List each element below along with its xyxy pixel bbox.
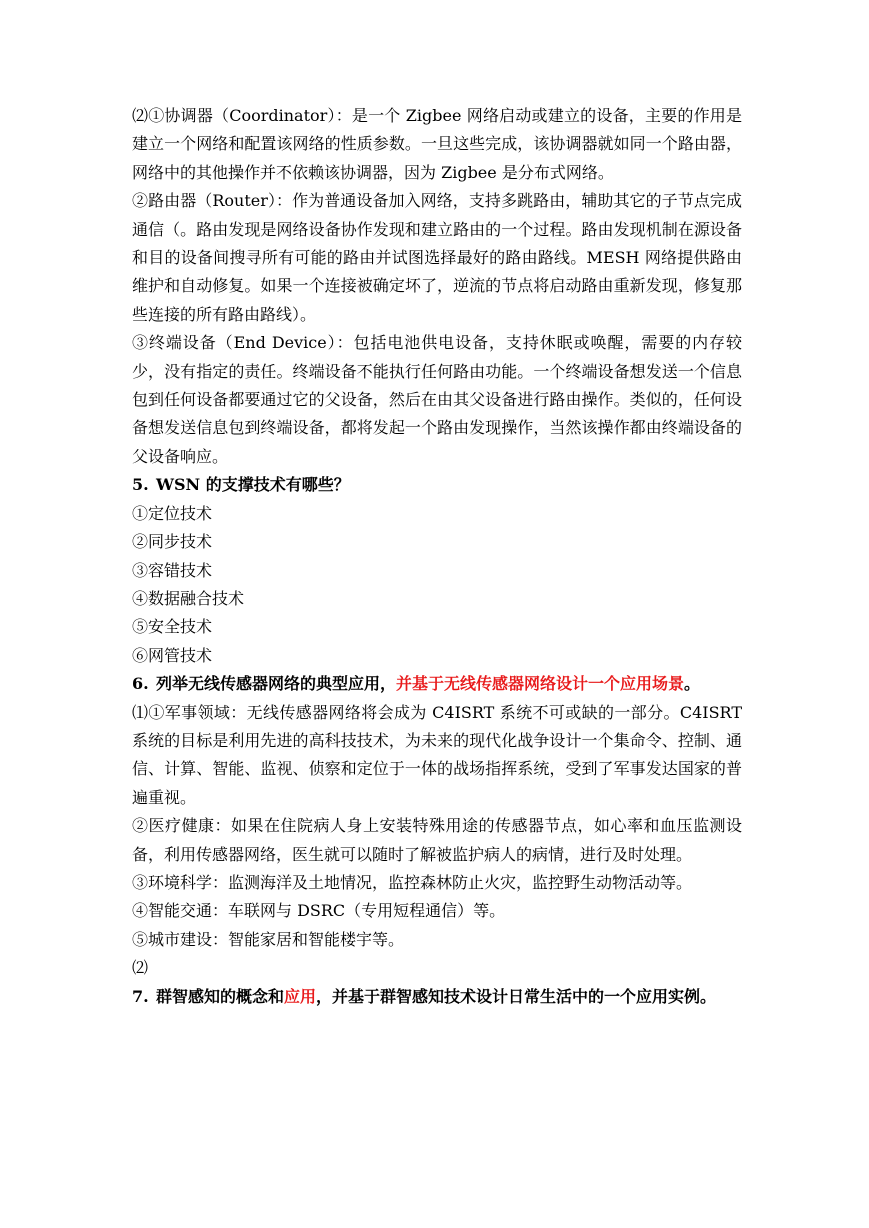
- city-paragraph: ⑤城市建设：智能家居和智能楼宇等。: [132, 929, 405, 949]
- document-body: [132, 102, 742, 1011]
- coordinator-paragraph: ⑵①协调器（Coordinator）：是一个 Zigbee 网络启动或建立的设备，主要的作用是建立一个网络和配置该网络的性质参数。一旦这些完成，该协调器就如同一个路由器，网络中的其他操作并不依赖该协调器，因为 Zigbee 是分布式网络。: [132, 106, 742, 182]
- medical-paragraph: ②医疗健康：如果在住院病人身上安装特殊用途的传感器节点，如心率和血压监测设备，利用传感器网络，医生就可以随时了解被监护病人的病情，进行及时处理。: [132, 816, 742, 864]
- question-7-title-red: 应用: [284, 986, 317, 1006]
- question-7-title-b: ，并基于群智感知技术设计日常生活中的一个应用实例。: [316, 986, 717, 1006]
- question-6-title-end: 。: [684, 674, 701, 694]
- list-item: ③容错技术: [132, 560, 213, 580]
- list-item: ⑥网管技术: [132, 645, 213, 665]
- part-2-marker: ⑵: [132, 958, 149, 978]
- question-5-heading: [132, 471, 742, 499]
- end-device-paragraph: ③终端设备（End Device）：包括电池供电设备，支持休眠或唤醒，需要的内存较少，没有指定的责任。终端设备不能执行任何路由功能。一个终端设备想发送一个信息包到任何设备都要通过它的父设备，然后在由其父设备进行路由操作。类似的，任何设备想发送信息包到终端设备，都将发起一个路由发现操作，当然该操作都由终端设备的父设备响应。: [132, 333, 742, 466]
- list-item: ②同步技术: [132, 532, 213, 552]
- list-item: ⑤安全技术: [132, 617, 213, 637]
- question-5-title: WSN 的支撑技术有哪些？: [156, 475, 350, 495]
- question-6-title-black: 列举无线传感器网络的典型应用，: [156, 674, 397, 694]
- question-6-title-red: 并基于无线传感器网络设计一个应用场景: [396, 674, 685, 694]
- list-item: ④数据融合技术: [132, 588, 245, 608]
- question-7-number: 7.: [132, 986, 149, 1006]
- list-item: ①定位技术: [132, 503, 213, 523]
- environment-paragraph: ③环境科学：监测海洋及土地情况，监控森林防止火灾，监控野生动物活动等。: [132, 872, 693, 892]
- question-5-number: 5.: [132, 475, 149, 495]
- question-7-title-a: 群智感知的概念和: [156, 986, 285, 1006]
- traffic-paragraph: ④智能交通：车联网与 DSRC（专用短程通信）等。: [132, 901, 506, 921]
- question-7-heading: [132, 983, 742, 1011]
- military-paragraph: ⑴①军事领域：无线传感器网络将会成为 C4ISRT 系统不可或缺的一部分。C4ISRT 系统的目标是利用先进的高科技技术，为未来的现代化战争设计一个集命令、控制、通信、计算、智能、监视、侦察和定位于一体的战场指挥系统，受到了军事发达国家的普遍重视。: [132, 702, 742, 807]
- question-6-number: 6.: [132, 674, 149, 694]
- question-6-heading: [132, 670, 742, 698]
- router-paragraph: ②路由器（Router）：作为普通设备加入网络，支持多跳路由，辅助其它的子节点完成通信（。路由发现是网络设备协作发现和建立路由的一个过程。路由发现机制在源设备和目的设备间搜寻所有可能的路由并试图选择最好的路由路线。MESH 网络提供路由维护和自动修复。如果一个连接被确定坏了，逆流的节点将启动路由重新发现，修复那些连接的所有路由路线）。: [132, 191, 742, 324]
